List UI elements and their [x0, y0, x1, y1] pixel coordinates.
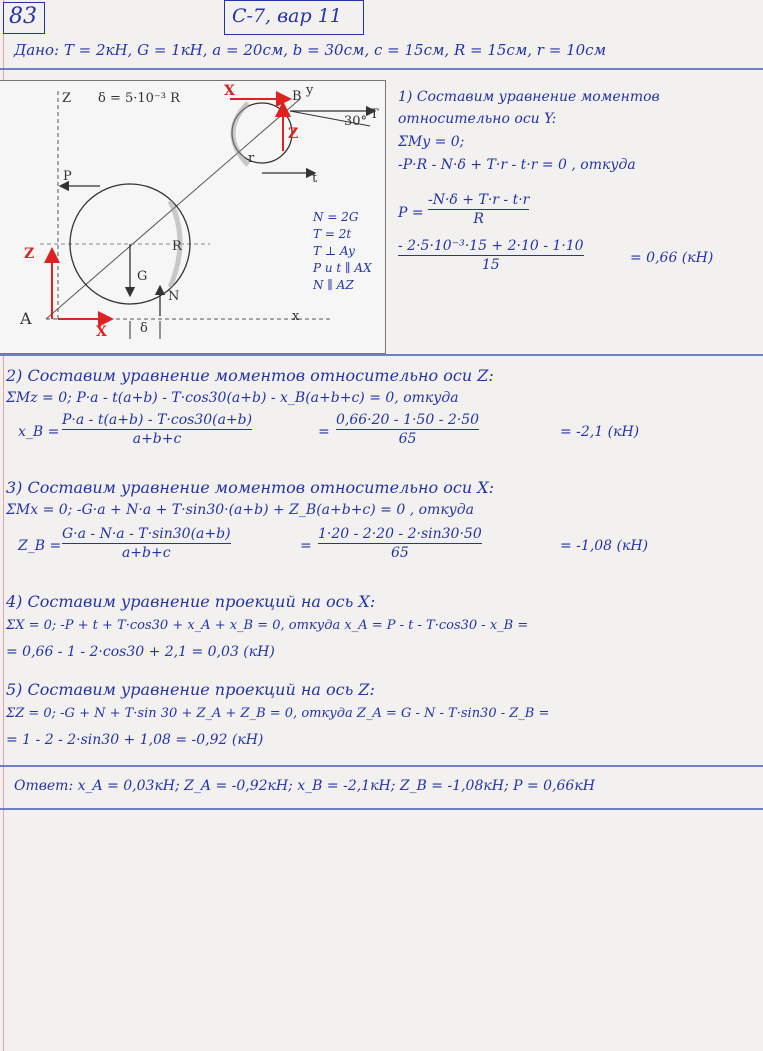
- figure-label-xa: X: [96, 324, 107, 340]
- step1-sum: ΣMy = 0;: [398, 134, 465, 150]
- step2-title: 2) Составим уравнение моментов относительно оси Z:: [6, 366, 494, 385]
- figure-label-r-big: R: [172, 239, 182, 254]
- step3-result: = -1,08 (кН): [560, 538, 649, 554]
- step3-calc-num: 1·20 - 2·20 - 2·sin30·50: [318, 526, 482, 542]
- notebook-rule-line: [0, 68, 763, 70]
- figure-label-delta: δ = 5·10⁻³ R: [98, 91, 180, 106]
- step3-calc-den: 65: [390, 545, 409, 561]
- notebook-rule-line: [0, 808, 763, 810]
- fraction-bar: [318, 543, 482, 544]
- step3-equation: ΣMx = 0; -G·a + N·a + T·sin30·(a+b) + Z_B(a+b+c) = 0 , откуда: [6, 502, 475, 518]
- step1-p-num: -N·δ + T·r - t·r: [428, 192, 530, 208]
- figure-label-zb: Z: [288, 126, 299, 142]
- step1-p-den: R: [473, 211, 484, 227]
- notebook-rule-line: [0, 765, 763, 767]
- given-line: Дано: T = 2кН, G = 1кН, a = 20см, b = 30см, c = 15см, R = 15см, r = 10см: [14, 41, 607, 59]
- figure-label-30: 30°: [344, 114, 368, 129]
- step2-result: = -2,1 (кН): [560, 424, 640, 440]
- figure-label-z: Z: [62, 91, 72, 106]
- fraction-bar: [428, 209, 529, 210]
- figure: [0, 80, 386, 354]
- step3-lhs: Z_B =: [18, 538, 62, 554]
- fraction-bar: [62, 543, 231, 544]
- step1-calc-fraction: [398, 238, 584, 273]
- step5-title: 5) Составим уравнение проекций на ось Z:: [6, 680, 375, 699]
- step5-calc: = 1 - 2 - 2·sin30 + 1,08 = -0,92 (кН): [6, 732, 264, 748]
- variant-label: С-7, вар 11: [232, 5, 342, 27]
- step5-equation: ΣZ = 0; -G + N + T·sin 30 + Z_A + Z_B = 0, откуда Z_A = G - N - T·sin30 - Z_B =: [6, 706, 550, 721]
- step1-result: = 0,66 (кН): [630, 250, 714, 266]
- step2-calc-den: 65: [398, 431, 417, 447]
- fraction-bar: [62, 429, 252, 430]
- figure-label-b: B: [292, 89, 302, 104]
- step3-calc-fraction: [318, 526, 482, 561]
- condition-line: N ∥ AZ: [313, 278, 354, 292]
- step2-lhs: x_B =: [18, 424, 60, 440]
- step3-equals: =: [300, 538, 312, 554]
- condition-line: T ⊥ Ay: [313, 244, 355, 258]
- figure-label-y: y: [306, 83, 314, 98]
- step2-num: P·a - t(a+b) - T·cos30(a+b): [62, 412, 253, 428]
- step1-equation: -P·R - N·δ + T·r - t·r = 0 , откуда: [398, 157, 636, 173]
- notebook-rule-line: [0, 354, 763, 356]
- condition-line: N = 2G: [313, 210, 359, 224]
- step4-equation: ΣX = 0; -P + t + T·cos30 + x_A + x_B = 0, откуда x_A = P - t - T·cos30 - x_B =: [6, 618, 529, 633]
- figure-label-n: N: [168, 289, 180, 304]
- step1-calc-num: - 2·5·10⁻³·15 + 2·10 - 1·10: [398, 238, 584, 254]
- step2-equation: ΣMz = 0; P·a - t(a+b) - T·cos30(a+b) - x_B(a+b+c) = 0, откуда: [6, 390, 459, 406]
- figure-label-xb: X: [224, 83, 235, 99]
- step4-title: 4) Составим уравнение проекций на ось X:: [6, 592, 376, 611]
- step3-den: a+b+c: [121, 545, 171, 561]
- condition-line: P и t ∥ AX: [313, 261, 372, 275]
- step1-p-label: P =: [398, 205, 424, 221]
- step2-calc-fraction: [336, 412, 479, 447]
- step3-title: 3) Составим уравнение моментов относительно оси X:: [6, 478, 494, 497]
- figure-label-p: P: [63, 169, 72, 184]
- figure-label-r: r: [248, 151, 255, 166]
- step2-fraction: [62, 412, 252, 447]
- page-number: 83: [9, 4, 37, 29]
- step1-fraction: [428, 192, 529, 227]
- answer-line: Ответ: x_A = 0,03кН; Z_A = -0,92кН; x_B = -2,1кН; Z_B = -1,08кН; P = 0,66кН: [14, 778, 595, 794]
- step1-title: 1) Составим уравнение моментов относительно оси Y:: [398, 89, 660, 127]
- fraction-bar: [336, 429, 479, 430]
- figure-conditions: [313, 209, 372, 294]
- figure-label-za: Z: [24, 246, 35, 262]
- step2-equals: =: [318, 424, 330, 440]
- condition-line: T = 2t: [313, 227, 352, 241]
- figure-label-a: A: [20, 309, 32, 328]
- step2-den: a+b+c: [132, 431, 182, 447]
- figure-label-x: x: [292, 309, 300, 324]
- step4-calc: = 0,66 - 1 - 2·cos30 + 2,1 = 0,03 (кН): [6, 644, 275, 660]
- figure-label-g: G: [137, 269, 148, 284]
- step2-calc-num: 0,66·20 - 1·50 - 2·50: [336, 412, 480, 428]
- figure-label-delta2: δ: [140, 321, 148, 336]
- step3-num: G·a - N·a - T·sin30(a+b): [62, 526, 231, 542]
- figure-label-T: T: [370, 107, 379, 122]
- figure-label-t: t: [312, 171, 318, 186]
- step1-calc-den: 15: [481, 257, 500, 273]
- step3-fraction: [62, 526, 231, 561]
- fraction-bar: [398, 255, 584, 256]
